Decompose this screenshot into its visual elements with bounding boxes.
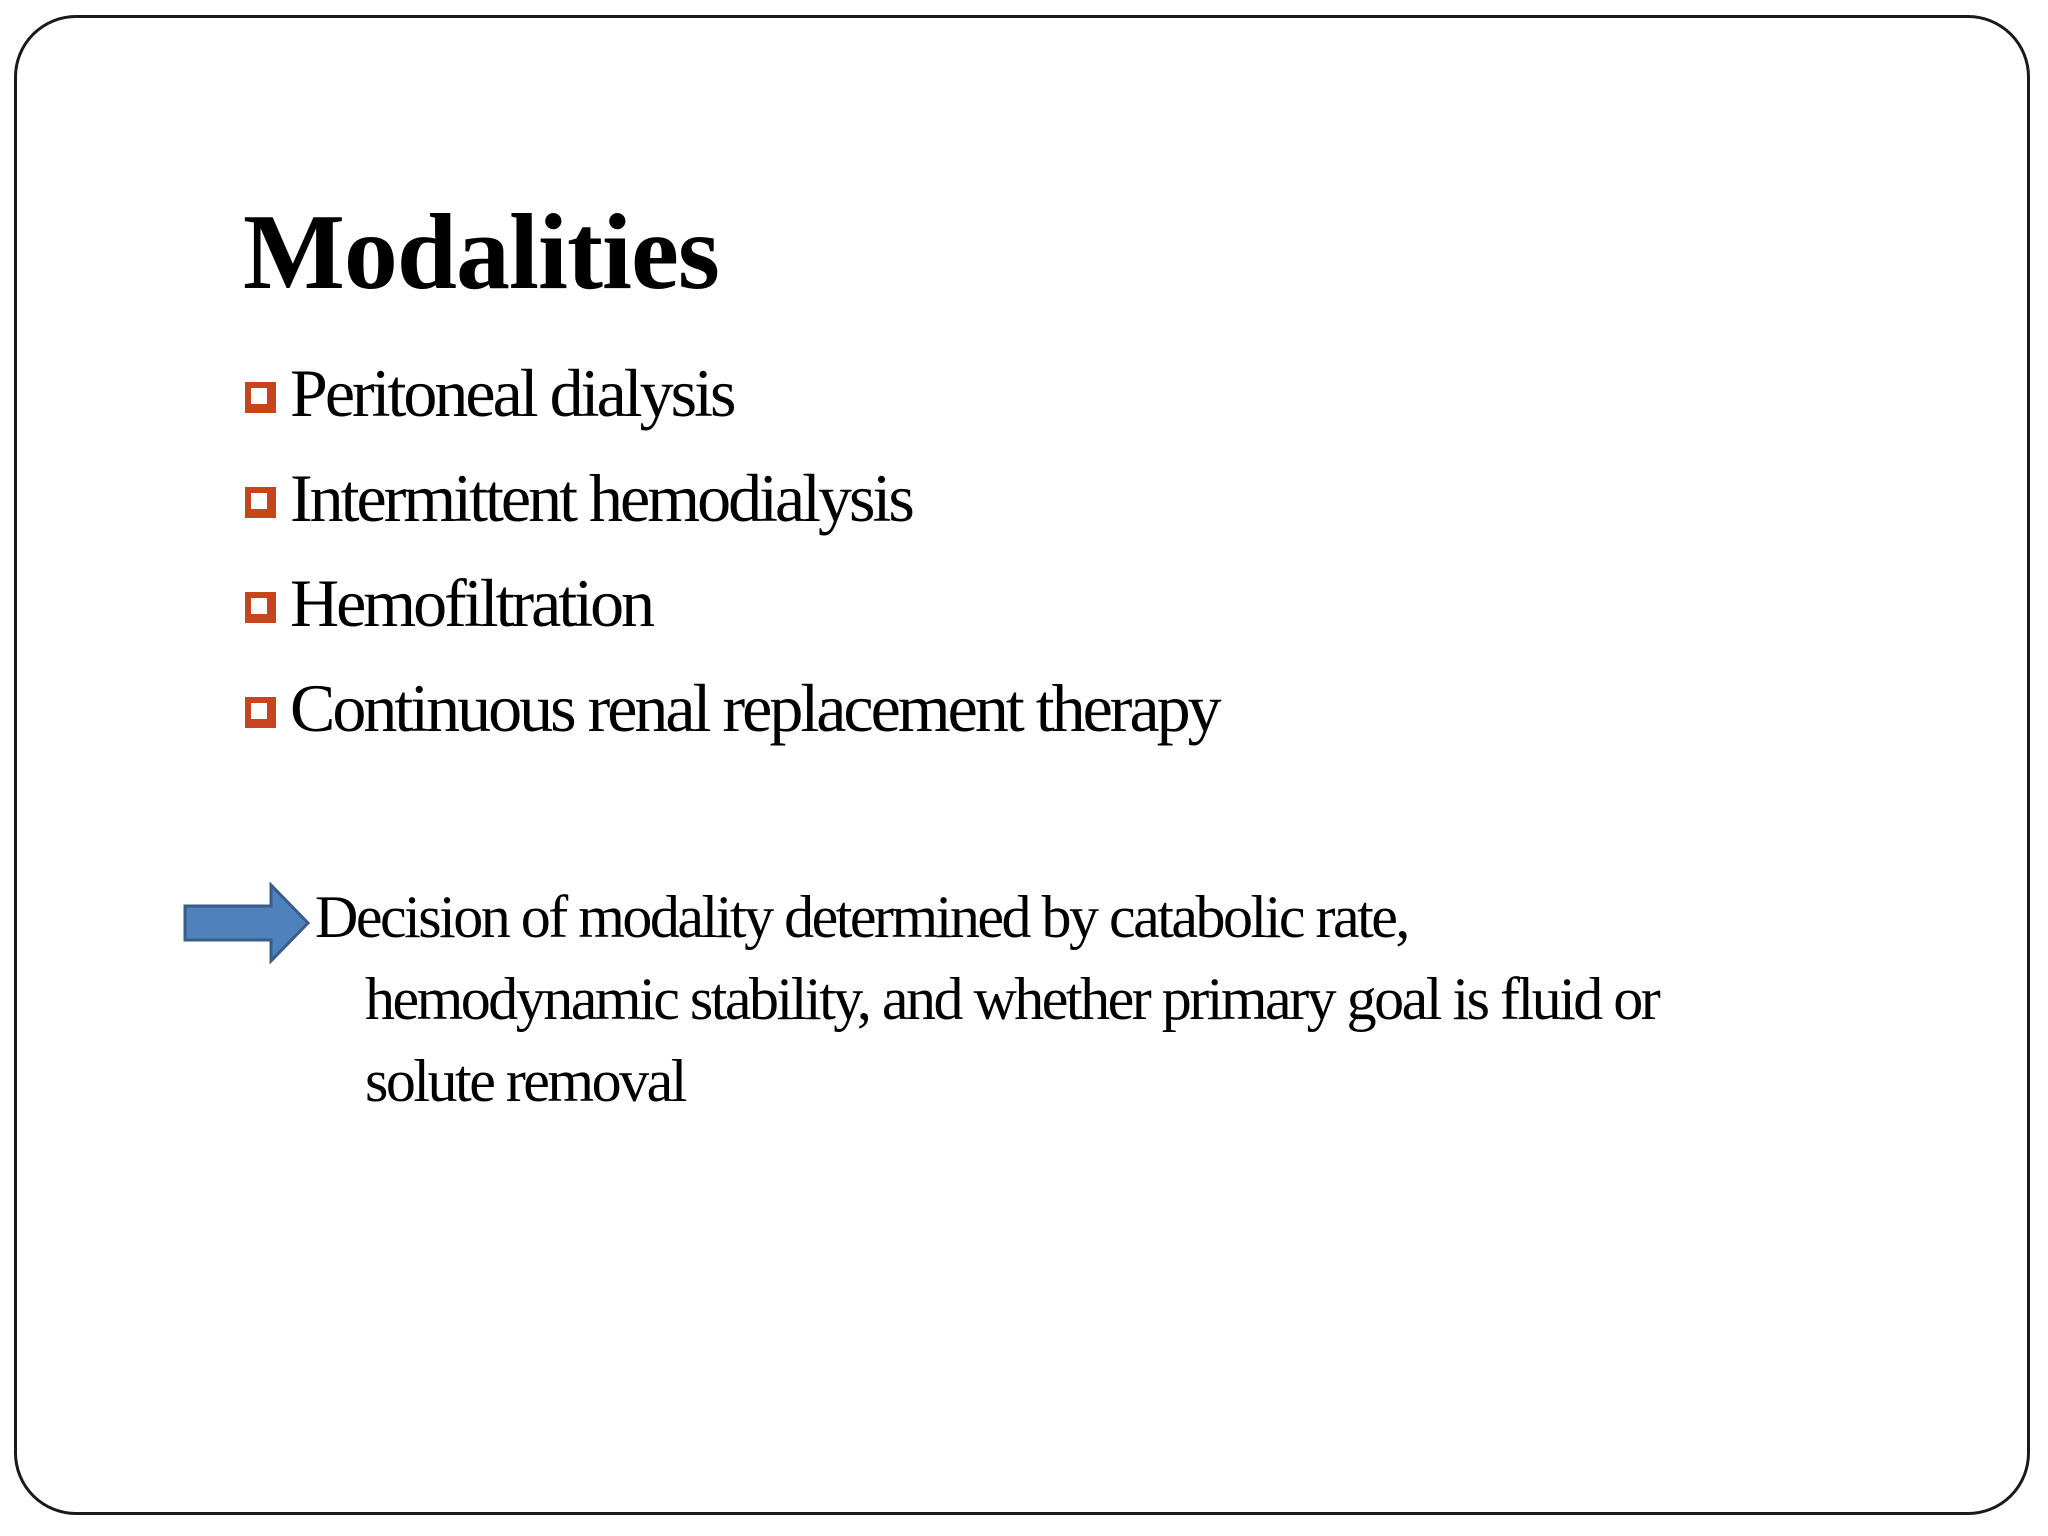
checkbox-bullet-icon [245, 382, 276, 413]
list-item-label: Intermittent hemodialysis [290, 459, 912, 536]
list-item [245, 655, 1219, 760]
slide-title: Modalities [243, 193, 719, 312]
list-item [245, 445, 1219, 550]
checkbox-bullet-icon [245, 697, 276, 728]
list-item-label: Continuous renal replacement therapy [290, 669, 1219, 746]
decision-line: solute removal [365, 1048, 685, 1114]
checkbox-bullet-icon [245, 487, 276, 518]
list-item-label: Peritoneal dialysis [290, 354, 734, 431]
list-item [245, 550, 1219, 655]
modality-list [245, 340, 1219, 760]
slide-frame [14, 15, 2030, 1515]
decision-note [315, 876, 1875, 1122]
right-arrow-icon [183, 882, 311, 964]
decision-line: hemodynamic stability, and whether primary goal is fluid or [365, 966, 1659, 1032]
checkbox-bullet-icon [245, 592, 276, 623]
decision-line: Decision of modality determined by catabolic rate, [315, 884, 1408, 950]
list-item-label: Hemofiltration [290, 564, 653, 641]
list-item [245, 340, 1219, 445]
